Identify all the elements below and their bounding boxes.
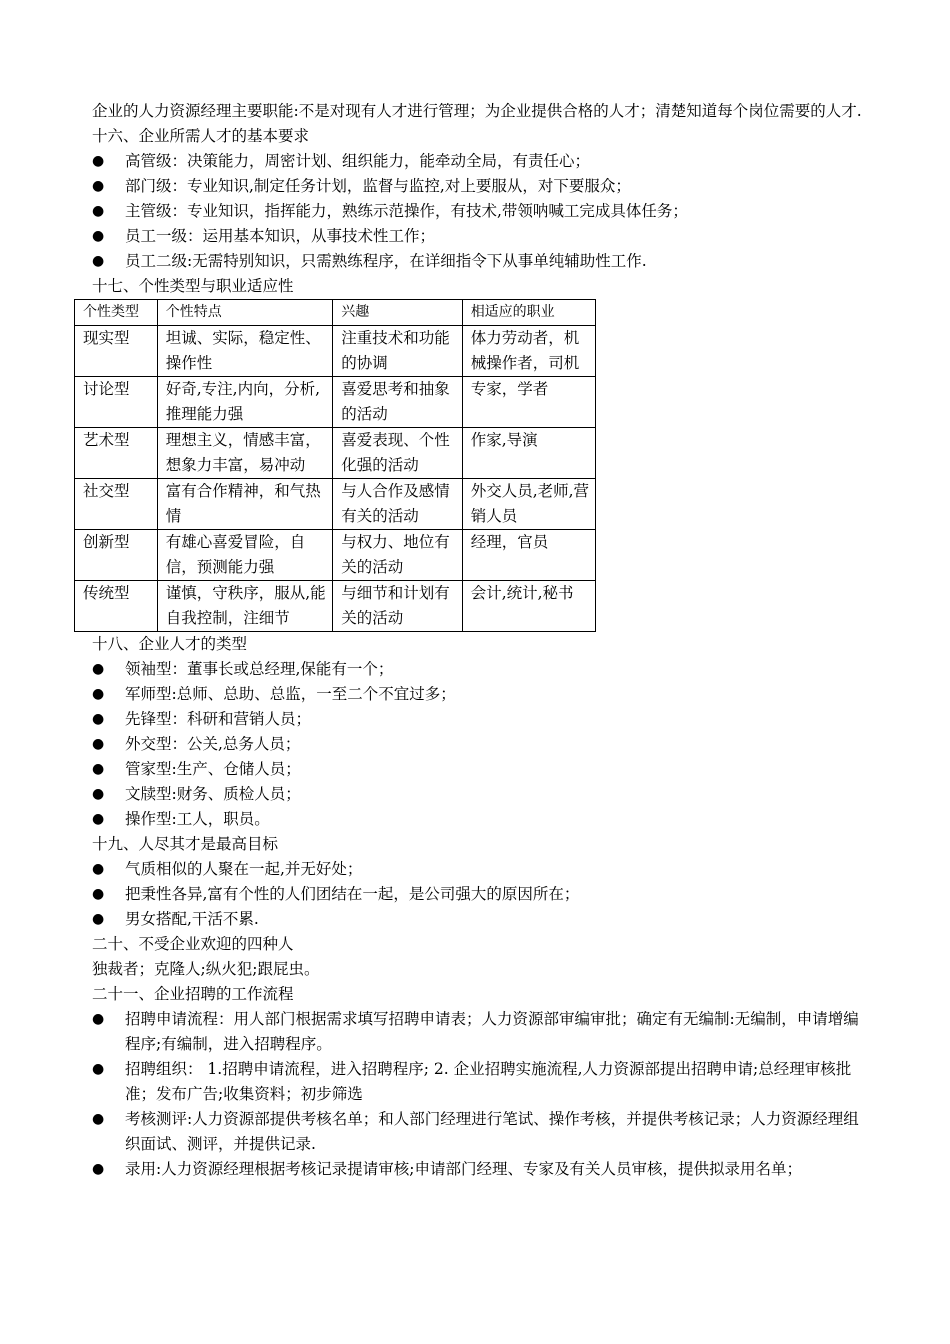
bullet-icon: ● (92, 736, 105, 752)
table-cell: 外交人员,老师,营销人员 (462, 479, 595, 530)
bullet-icon: ● (92, 861, 105, 877)
bullet-icon: ● (92, 1011, 105, 1027)
list-item: ● 把秉性各异,富有个性的人们团结在一起，是公司强大的原因所在； (92, 882, 872, 907)
section16-title: 十六、企业所需人才的基本要求 (92, 127, 310, 145)
table-cell: 喜爱思考和抽象的活动 (333, 377, 462, 428)
table-cell: 好奇,专注,内向，分析,推理能力强 (157, 377, 333, 428)
bullet-icon: ● (92, 811, 105, 827)
section20-text: 独裁者；克隆人;纵火犯;跟屁虫。 (92, 960, 320, 978)
table-cell: 会计,统计,秘书 (462, 581, 595, 632)
list-item: ● 部门级：专业知识,制定任务计划，监督与监控,对上要服从，对下要服众； (92, 174, 872, 199)
table-cell: 与人合作及感情有关的活动 (333, 479, 462, 530)
bullet-icon: ● (92, 886, 105, 902)
table-row (75, 377, 596, 428)
bullet-icon: ● (92, 911, 105, 927)
section18-list (92, 657, 872, 832)
list-item: ● 操作型:工人，职员。 (92, 807, 872, 832)
section21-list (92, 1007, 872, 1182)
bullet-icon: ● (92, 153, 105, 169)
table-row (75, 479, 596, 530)
table-header-row (75, 300, 596, 326)
bullet-icon: ● (92, 711, 105, 727)
document-page (83, 99, 872, 1182)
table-cell: 谨慎，守秩序，服从,能自我控制，注细节 (157, 581, 333, 632)
personality-table (74, 299, 596, 632)
table-cell: 传统型 (75, 581, 158, 632)
table-cell: 与权力、地位有关的活动 (333, 530, 462, 581)
list-item: ● 文牍型:财务、质检人员； (92, 782, 872, 807)
bullet-icon: ● (92, 1161, 105, 1177)
section21-title: 二十一、企业招聘的工作流程 (92, 985, 294, 1003)
table-cell: 经理，官员 (462, 530, 595, 581)
bullet-icon: ● (92, 228, 105, 244)
table-cell: 注重技术和功能的协调 (333, 326, 462, 377)
list-item: ● 员工二级:无需特别知识，只需熟练程序，在详细指令下从事单纯辅助性工作. (92, 249, 872, 274)
bullet-icon: ● (92, 253, 105, 269)
table-cell: 现实型 (75, 326, 158, 377)
list-item: ● 管家型:生产、仓储人员； (92, 757, 872, 782)
list-item: ● 领袖型：董事长或总经理,保能有一个； (92, 657, 872, 682)
bullet-icon: ● (92, 203, 105, 219)
bullet-icon: ● (92, 661, 105, 677)
bullet-icon: ● (92, 178, 105, 194)
table-row (75, 581, 596, 632)
table-cell: 坦诚、实际，稳定性、操作性 (157, 326, 333, 377)
list-item: ● 员工一级：运用基本知识，从事技术性工作； (92, 224, 872, 249)
table-cell: 理想主义，情感丰富，想象力丰富，易冲动 (157, 428, 333, 479)
table-cell: 体力劳动者，机械操作者，司机 (462, 326, 595, 377)
section18-title: 十八、企业人才的类型 (92, 635, 248, 653)
table-cell: 讨论型 (75, 377, 158, 428)
list-item: ● 招聘组织： 1.招聘申请流程，进入招聘程序; 2. 企业招聘实施流程,人力资源部提出招聘申请;总经理审核批准；发布广告;收集资料；初步筛选 (92, 1057, 872, 1107)
list-item: ● 录用:人力资源经理根据考核记录提请审核;申请部门经理、专家及有关人员审核，提供拟录用名单； (92, 1157, 872, 1182)
table-row (75, 428, 596, 479)
table-cell: 专家，学者 (462, 377, 595, 428)
list-item: ● 气质相似的人聚在一起,并无好处； (92, 857, 872, 882)
list-item: ● 招聘申请流程：用人部门根据需求填写招聘申请表；人力资源部审编审批；确定有无编制:无编制，申请增编程序;有编制，进入招聘程序。 (92, 1007, 872, 1057)
section19-list (92, 857, 872, 932)
column-header: 个性类型 (75, 300, 158, 326)
bullet-icon: ● (92, 786, 105, 802)
list-item: ● 男女搭配,干活不累. (92, 907, 872, 932)
column-header: 兴趣 (333, 300, 462, 326)
table-cell: 社交型 (75, 479, 158, 530)
column-header: 个性特点 (157, 300, 333, 326)
section20-title: 二十、不受企业欢迎的四种人 (92, 935, 294, 953)
table-cell: 创新型 (75, 530, 158, 581)
list-item: ● 先锋型：科研和营销人员； (92, 707, 872, 732)
section17-title: 十七、个性类型与职业适应性 (92, 277, 294, 295)
table-cell: 有雄心喜爱冒险，自信，预测能力强 (157, 530, 333, 581)
column-header: 相适应的职业 (462, 300, 595, 326)
table-cell: 喜爱表现、个性化强的活动 (333, 428, 462, 479)
table-cell: 与细节和计划有关的活动 (333, 581, 462, 632)
section16-list (92, 149, 872, 274)
table-row (75, 326, 596, 377)
bullet-icon: ● (92, 1111, 105, 1127)
table-cell: 作家,导演 (462, 428, 595, 479)
list-item: ● 外交型：公关,总务人员； (92, 732, 872, 757)
table-cell: 富有合作精神，和气热情 (157, 479, 333, 530)
section19-title: 十九、人尽其才是最高目标 (92, 835, 279, 853)
list-item: ● 考核测评:人力资源部提供考核名单；和人部门经理进行笔试、操作考核，并提供考核记录；人力资源经理组织面试、测评，并提供记录. (92, 1107, 872, 1157)
list-item: ● 主管级：专业知识，指挥能力，熟练示范操作，有技术,带领呐喊工完成具体任务； (92, 199, 872, 224)
table-row (75, 530, 596, 581)
list-item: ● 军师型:总师、总助、总监，一至二个不宜过多； (92, 682, 872, 707)
intro-paragraph: 企业的人力资源经理主要职能:不是对现有人才进行管理；为企业提供合格的人才；清楚知道每个岗位需要的人才. (92, 102, 862, 120)
table-cell: 艺术型 (75, 428, 158, 479)
bullet-icon: ● (92, 761, 105, 777)
list-item: ● 高管级：决策能力，周密计划、组织能力，能牵动全局，有责任心； (92, 149, 872, 174)
bullet-icon: ● (92, 686, 105, 702)
bullet-icon: ● (92, 1061, 105, 1077)
